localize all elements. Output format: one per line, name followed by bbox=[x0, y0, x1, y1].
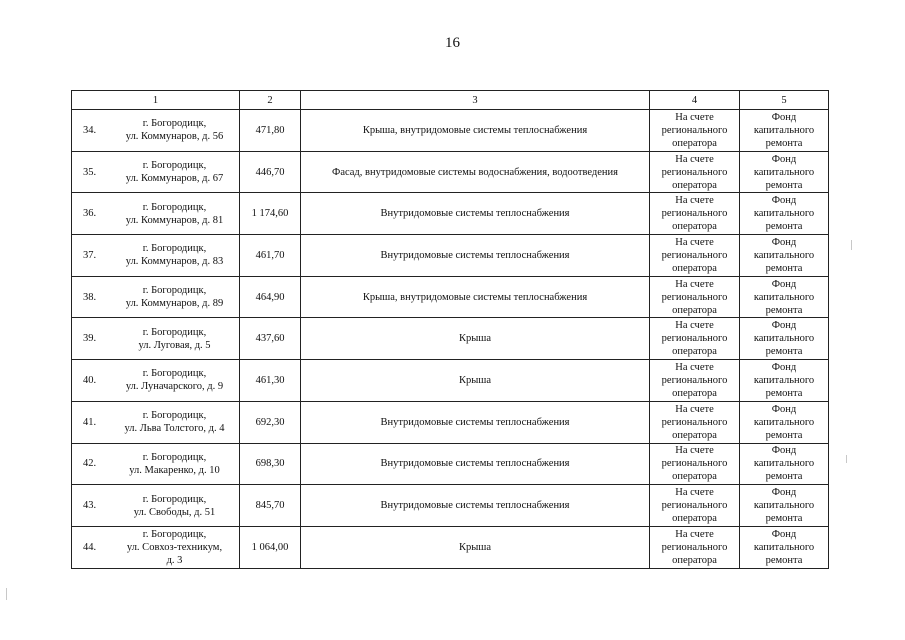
status-line: На счете bbox=[675, 528, 714, 540]
status-line: На счете bbox=[675, 487, 714, 499]
table-row bbox=[72, 526, 829, 568]
row-number: 39. bbox=[83, 333, 97, 345]
table-row bbox=[72, 360, 829, 402]
area-cell: 461,70 bbox=[240, 235, 301, 277]
row-number: 44. bbox=[83, 541, 97, 553]
funding-source-cell bbox=[740, 193, 829, 235]
table-row bbox=[72, 401, 829, 443]
status-line: оператора bbox=[672, 304, 717, 316]
status-line: На счете bbox=[675, 278, 714, 290]
row-number: 38. bbox=[83, 291, 97, 303]
address-cell bbox=[72, 318, 240, 360]
status-line: регионального bbox=[661, 374, 728, 386]
fund-line: ремонта bbox=[765, 179, 803, 191]
fund-line: капитального bbox=[753, 458, 815, 470]
fund-line: Фонд bbox=[771, 403, 797, 415]
funding-source-cell bbox=[740, 485, 829, 527]
area-cell: 446,70 bbox=[240, 151, 301, 193]
fund-line: капитального bbox=[753, 291, 815, 303]
area-cell: 471,80 bbox=[240, 110, 301, 152]
fund-line: Фонд bbox=[771, 236, 797, 248]
address-line: г. Богородицк, bbox=[142, 243, 207, 255]
work-type-cell: Внутридомовые системы теплоснабжения bbox=[301, 401, 650, 443]
scan-margin-mark bbox=[851, 240, 852, 250]
address-cell bbox=[72, 110, 240, 152]
status-line: регионального bbox=[661, 208, 728, 220]
address-cell bbox=[72, 526, 240, 568]
status-line: регионального bbox=[661, 541, 728, 553]
funding-source-cell bbox=[740, 526, 829, 568]
fund-line: ремонта bbox=[765, 554, 803, 566]
address-cell bbox=[72, 443, 240, 485]
account-status-cell bbox=[650, 193, 740, 235]
account-status-cell bbox=[650, 110, 740, 152]
address-line: ул. Льва Толстого, д. 4 bbox=[124, 423, 225, 435]
account-status-cell bbox=[650, 360, 740, 402]
table-row bbox=[72, 110, 829, 152]
account-status-cell bbox=[650, 401, 740, 443]
funding-source-cell bbox=[740, 110, 829, 152]
row-number: 43. bbox=[83, 500, 97, 512]
scan-margin-mark bbox=[846, 455, 847, 463]
work-type-cell: Крыша, внутридомовые системы теплоснабжения bbox=[301, 110, 650, 152]
fund-line: Фонд bbox=[771, 361, 797, 373]
work-type-cell: Фасад, внутридомовые системы водоснабжения, водоотведения bbox=[301, 151, 650, 193]
status-line: регионального bbox=[661, 249, 728, 261]
status-line: оператора bbox=[672, 179, 717, 191]
fund-line: Фонд bbox=[771, 195, 797, 207]
address-line: д. 3 bbox=[166, 554, 183, 566]
account-status-cell bbox=[650, 318, 740, 360]
column-header: 1 bbox=[72, 91, 240, 110]
area-cell: 1 174,60 bbox=[240, 193, 301, 235]
funding-source-cell bbox=[740, 443, 829, 485]
fund-line: капитального bbox=[753, 124, 815, 136]
table-row bbox=[72, 485, 829, 527]
address-line: г. Богородицк, bbox=[142, 326, 207, 338]
scan-margin-mark bbox=[6, 588, 7, 600]
fund-line: ремонта bbox=[765, 471, 803, 483]
table-row bbox=[72, 235, 829, 277]
address-cell bbox=[72, 401, 240, 443]
fund-line: капитального bbox=[753, 500, 815, 512]
row-number: 42. bbox=[83, 458, 97, 470]
table-row bbox=[72, 193, 829, 235]
status-line: регионального bbox=[661, 500, 728, 512]
fund-line: ремонта bbox=[765, 346, 803, 358]
column-header: 5 bbox=[740, 91, 829, 110]
address-line: ул. Макаренко, д. 10 bbox=[129, 464, 220, 476]
work-type-cell: Крыша bbox=[301, 526, 650, 568]
status-line: регионального bbox=[661, 166, 728, 178]
address-line: ул. Луговая, д. 5 bbox=[138, 339, 211, 351]
work-type-cell: Внутридомовые системы теплоснабжения bbox=[301, 443, 650, 485]
address-line: г. Богородицк, bbox=[142, 493, 207, 505]
area-cell: 437,60 bbox=[240, 318, 301, 360]
status-line: На счете bbox=[675, 403, 714, 415]
address-line: г. Богородицк, bbox=[142, 201, 207, 213]
work-type-cell: Крыша bbox=[301, 360, 650, 402]
table-row bbox=[72, 318, 829, 360]
fund-line: ремонта bbox=[765, 221, 803, 233]
area-cell: 692,30 bbox=[240, 401, 301, 443]
fund-line: Фонд bbox=[771, 445, 797, 457]
funding-source-cell bbox=[740, 401, 829, 443]
fund-line: капитального bbox=[753, 208, 815, 220]
status-line: регионального bbox=[661, 333, 728, 345]
fund-line: ремонта bbox=[765, 304, 803, 316]
address-line: г. Богородицк, bbox=[142, 528, 207, 540]
status-line: оператора bbox=[672, 262, 717, 274]
fund-line: Фонд bbox=[771, 111, 797, 123]
fund-line: Фонд bbox=[771, 278, 797, 290]
address-cell bbox=[72, 193, 240, 235]
status-line: оператора bbox=[672, 513, 717, 525]
status-line: На счете bbox=[675, 153, 714, 165]
fund-line: Фонд bbox=[771, 528, 797, 540]
address-line: г. Богородицк, bbox=[142, 368, 207, 380]
status-line: оператора bbox=[672, 471, 717, 483]
row-number: 37. bbox=[83, 249, 97, 261]
funding-source-cell bbox=[740, 318, 829, 360]
area-cell: 1 064,00 bbox=[240, 526, 301, 568]
account-status-cell bbox=[650, 235, 740, 277]
funding-source-cell bbox=[740, 151, 829, 193]
status-line: На счете bbox=[675, 195, 714, 207]
work-type-cell: Крыша, внутридомовые системы теплоснабжения bbox=[301, 276, 650, 318]
status-line: регионального bbox=[661, 291, 728, 303]
column-header: 4 bbox=[650, 91, 740, 110]
fund-line: капитального bbox=[753, 416, 815, 428]
fund-line: капитального bbox=[753, 249, 815, 261]
address-line: ул. Коммунаров, д. 81 bbox=[125, 214, 224, 226]
fund-line: ремонта bbox=[765, 387, 803, 399]
fund-line: капитального bbox=[753, 541, 815, 553]
address-line: ул. Луначарского, д. 9 bbox=[125, 381, 224, 393]
fund-line: ремонта bbox=[765, 429, 803, 441]
row-number: 36. bbox=[83, 208, 97, 220]
address-line: ул. Коммунаров, д. 89 bbox=[125, 298, 224, 310]
address-line: г. Богородицк, bbox=[142, 160, 207, 172]
address-line: ул. Совхоз-техникум, bbox=[126, 541, 223, 553]
account-status-cell bbox=[650, 526, 740, 568]
work-type-cell: Внутридомовые системы теплоснабжения bbox=[301, 485, 650, 527]
status-line: На счете bbox=[675, 111, 714, 123]
status-line: На счете bbox=[675, 361, 714, 373]
area-cell: 698,30 bbox=[240, 443, 301, 485]
status-line: На счете bbox=[675, 320, 714, 332]
fund-line: капитального bbox=[753, 374, 815, 386]
area-cell: 845,70 bbox=[240, 485, 301, 527]
address-line: г. Богородицк, bbox=[142, 410, 207, 422]
column-header: 3 bbox=[301, 91, 650, 110]
status-line: регионального bbox=[661, 458, 728, 470]
address-cell bbox=[72, 276, 240, 318]
status-line: регионального bbox=[661, 416, 728, 428]
address-line: ул. Коммунаров, д. 56 bbox=[125, 131, 224, 143]
funding-source-cell bbox=[740, 235, 829, 277]
account-status-cell bbox=[650, 485, 740, 527]
address-cell bbox=[72, 151, 240, 193]
column-header: 2 bbox=[240, 91, 301, 110]
fund-line: капитального bbox=[753, 166, 815, 178]
status-line: оператора bbox=[672, 346, 717, 358]
status-line: оператора bbox=[672, 387, 717, 399]
fund-line: капитального bbox=[753, 333, 815, 345]
fund-line: Фонд bbox=[771, 320, 797, 332]
address-cell bbox=[72, 235, 240, 277]
work-type-cell: Крыша bbox=[301, 318, 650, 360]
address-line: г. Богородицк, bbox=[142, 285, 207, 297]
account-status-cell bbox=[650, 276, 740, 318]
status-line: оператора bbox=[672, 137, 717, 149]
fund-line: ремонта bbox=[765, 137, 803, 149]
address-cell bbox=[72, 485, 240, 527]
status-line: оператора bbox=[672, 429, 717, 441]
address-line: ул. Свободы, д. 51 bbox=[133, 506, 216, 518]
work-type-cell: Внутридомовые системы теплоснабжения bbox=[301, 235, 650, 277]
table-row bbox=[72, 151, 829, 193]
table-header-row bbox=[72, 91, 829, 110]
account-status-cell bbox=[650, 443, 740, 485]
address-line: ул. Коммунаров, д. 83 bbox=[125, 256, 224, 268]
table-row bbox=[72, 276, 829, 318]
address-line: г. Богородицк, bbox=[142, 118, 207, 130]
address-line: ул. Коммунаров, д. 67 bbox=[125, 173, 224, 185]
fund-line: Фонд bbox=[771, 487, 797, 499]
row-number: 35. bbox=[83, 166, 97, 178]
fund-line: ремонта bbox=[765, 513, 803, 525]
fund-line: ремонта bbox=[765, 262, 803, 274]
row-number: 40. bbox=[83, 374, 97, 386]
account-status-cell bbox=[650, 151, 740, 193]
funding-source-cell bbox=[740, 276, 829, 318]
table-row bbox=[72, 443, 829, 485]
work-type-cell: Внутридомовые системы теплоснабжения bbox=[301, 193, 650, 235]
page-number: 16 bbox=[445, 35, 460, 51]
row-number: 34. bbox=[83, 124, 97, 136]
status-line: оператора bbox=[672, 554, 717, 566]
area-cell: 461,30 bbox=[240, 360, 301, 402]
fund-line: Фонд bbox=[771, 153, 797, 165]
row-number: 41. bbox=[83, 416, 97, 428]
address-cell bbox=[72, 360, 240, 402]
area-cell: 464,90 bbox=[240, 276, 301, 318]
address-line: г. Богородицк, bbox=[142, 451, 207, 463]
repair-schedule-table bbox=[71, 90, 829, 569]
status-line: На счете bbox=[675, 236, 714, 248]
funding-source-cell bbox=[740, 360, 829, 402]
status-line: оператора bbox=[672, 221, 717, 233]
status-line: регионального bbox=[661, 124, 728, 136]
status-line: На счете bbox=[675, 445, 714, 457]
